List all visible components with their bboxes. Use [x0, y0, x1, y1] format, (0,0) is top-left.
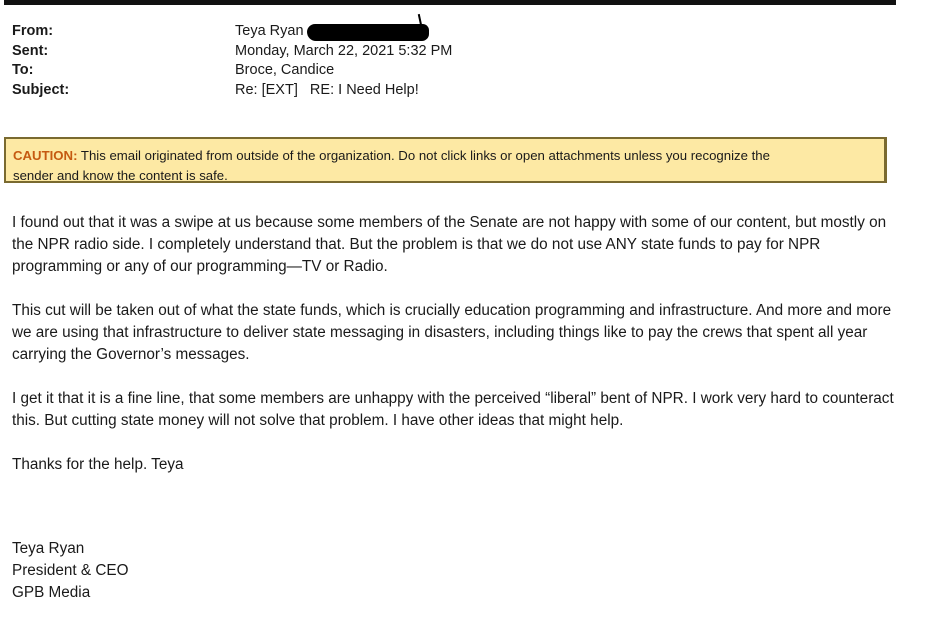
caution-banner: [4, 137, 887, 183]
caution-text-line1: This email originated from outside of the organization. Do not click links or open attachments unless you recognize the: [77, 148, 770, 163]
to-value: Broce, Candice: [235, 62, 335, 79]
to-row: [12, 61, 452, 81]
sent-value: Monday, March 22, 2021 5:32 PM: [235, 42, 453, 59]
signature-name: Teya Ryan: [12, 540, 85, 557]
body-paragraph: I get it that it is a fine line, that some members are unhappy with the perceived “liberal” bent of NPR. I work very hard to counteract this. But cutting state money will not solve that problem. I have other ideas that might help.: [12, 390, 894, 429]
subject-label: Subject:: [12, 82, 70, 99]
redaction-mark: [307, 24, 429, 41]
caution-label: CAUTION:: [13, 148, 78, 163]
to-label: To:: [12, 62, 34, 79]
from-row: [12, 22, 452, 42]
subject-value: Re: [EXT] RE: I Need Help!: [235, 82, 419, 99]
body-paragraph: I found out that it was a swipe at us because some members of the Senate are not happy with some of our content, but mostly on the NPR radio side. I completely understand that. But the problem is that we do not use ANY state funds to pay for NPR programming or any of our programming—TV or Radio.: [12, 214, 887, 275]
caution-text-line2: sender and know the content is safe.: [13, 167, 228, 183]
signature-title: President & CEO: [12, 562, 129, 579]
email-signature: [12, 538, 128, 604]
email-body: [12, 212, 902, 498]
body-paragraph: This cut will be taken out of what the state funds, which is crucially education programming and infrastructure. And more and more we are using that infrastructure to deliver state messaging in disasters, including things like to pay the crews that spent all year carrying the Governor’s messages.: [12, 302, 892, 363]
top-divider: [4, 0, 896, 5]
subject-row: [12, 81, 452, 101]
body-paragraph: Thanks for the help. Teya: [12, 456, 184, 473]
sent-label: Sent:: [12, 42, 49, 59]
signature-organization: GPB Media: [12, 584, 91, 601]
from-label: From:: [12, 23, 54, 39]
from-value: [235, 22, 429, 42]
sent-row: [12, 42, 452, 62]
sender-name: Teya Ryan: [235, 23, 304, 39]
email-header: [12, 22, 452, 101]
